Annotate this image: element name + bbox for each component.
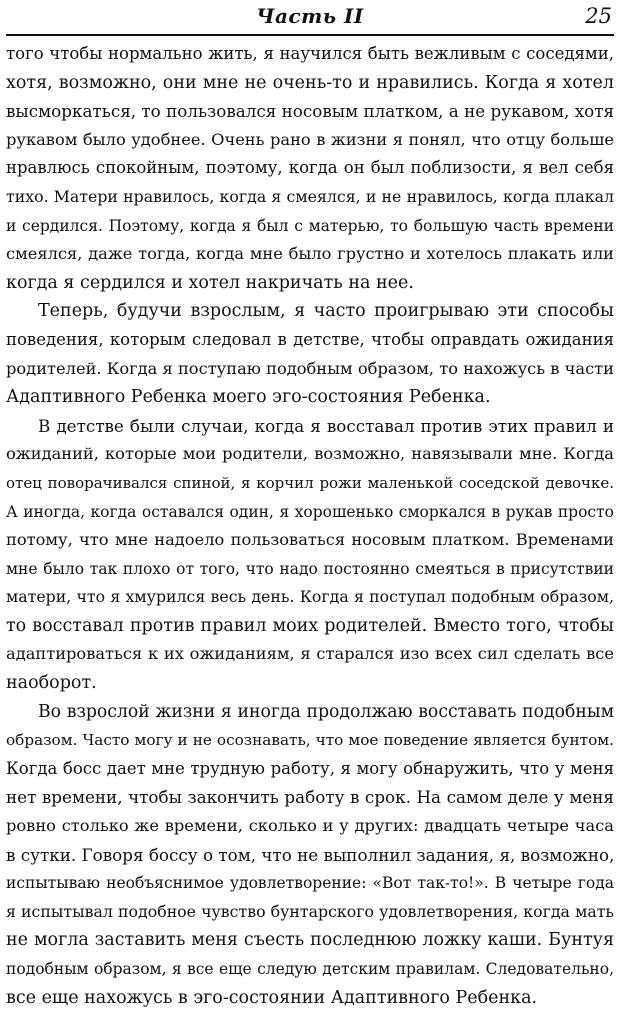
text-line: в сутки. Говоря боссу о том, что не выполнил задания, я, возможно, [6, 844, 615, 865]
text-line: поведения, которым следовал в детстве, чтобы оправдать ожидания [6, 329, 614, 349]
running-header [6, 0, 614, 36]
text-line: Адаптивного Ребенка моего эго-состояния Ребенка. [6, 387, 491, 408]
text-line: адаптироваться к их ожиданиям, я старался изо всех сил сделать все [6, 644, 614, 664]
text-line: смеялся, даже тогда, когда мне было грустно и хотелось плакать или [6, 244, 614, 264]
section-title: Часть II [256, 4, 364, 28]
text-line: образом. Часто могу и не осознавать, что мое поведение является бунтом. [6, 731, 614, 750]
text-line: не могла заставить меня съесть последнюю ложку каши. Бунтуя [6, 930, 614, 951]
paragraph-first-line: Во взрослой жизни я иногда продолжаю восставать подобным [38, 701, 614, 722]
text-line: А иногда, когда оставался один, я хорошенько сморкался в рукав просто [6, 502, 614, 521]
text-line: тихо. Матери нравилось, когда я смеялся, и не нравилось, когда плакал [6, 186, 614, 206]
text-line: я испытывал подобное чувство бунтарского удовлетворения, когда мать [6, 901, 614, 921]
text-line: хотя, возможно, они мне не очень-то и нравились. Когда я хотел [6, 72, 614, 93]
text-line: мне было так плохо от того, что надо постоянно смеяться в присутствии [6, 559, 614, 578]
page-number: 25 [585, 4, 612, 28]
text-line: и сердился. Поэтому, когда я был с матерью, то большую часть времени [6, 216, 614, 235]
text-line: Когда босс дает мне трудную работу, я могу обнаружить, что у меня [6, 758, 614, 778]
paragraph-first-line: В детстве были случаи, когда я восставал против этих правил и [38, 415, 614, 436]
body-text [6, 40, 614, 1012]
text-line: наоборот. [6, 673, 97, 694]
text-line: высморкаться, то пользовался носовым платком, а не рукавом, хотя [6, 101, 615, 122]
text-line: испытываю необъяснимое удовлетворение: «Вот так-то!». В четыре года [6, 874, 614, 893]
text-line: все еще нахожусь в эго-состоянии Адаптивного Ребенка. [6, 987, 538, 1008]
text-line: подобным образом, я все еще следую детским правилам. Следовательно, [6, 960, 614, 978]
paragraph-first-line: Теперь, будучи взрослым, я часто проигрываю эти способы [38, 301, 614, 322]
text-line: отец поворачивался спиной, я корчил рожи маленькой соседской девочке. [6, 473, 614, 492]
text-line: ожиданий, которые мои родители, возможно, навязывали мне. Когда [6, 444, 614, 464]
text-line: матери, что я хмурился весь день. Когда я поступал подобным образом, [6, 587, 614, 607]
text-line: нравлюсь спокойным, поэтому, когда он был поблизости, я вел себя [6, 158, 614, 178]
text-line: рукавом было удобнее. Очень рано в жизни я понял, что отцу больше [6, 129, 614, 149]
text-line: того чтобы нормально жить, я научился быть вежливым с соседями, [6, 44, 614, 63]
text-line: потому, что мне надоело пользоваться носовым платком. Временами [6, 530, 614, 550]
text-line: нет времени, чтобы закончить работу в срок. На самом деле у меня [6, 787, 614, 808]
text-line: то восставал против правил моих родителей. Вместо того, чтобы [6, 615, 614, 636]
text-line: ровно столько же времени, сколько и у других: двадцать четыре часа [6, 816, 614, 836]
text-line: когда я сердился и хотел накричать на нее. [6, 272, 414, 293]
text-line: родителей. Когда я поступаю подобным образом, то нахожусь в части [6, 358, 614, 378]
